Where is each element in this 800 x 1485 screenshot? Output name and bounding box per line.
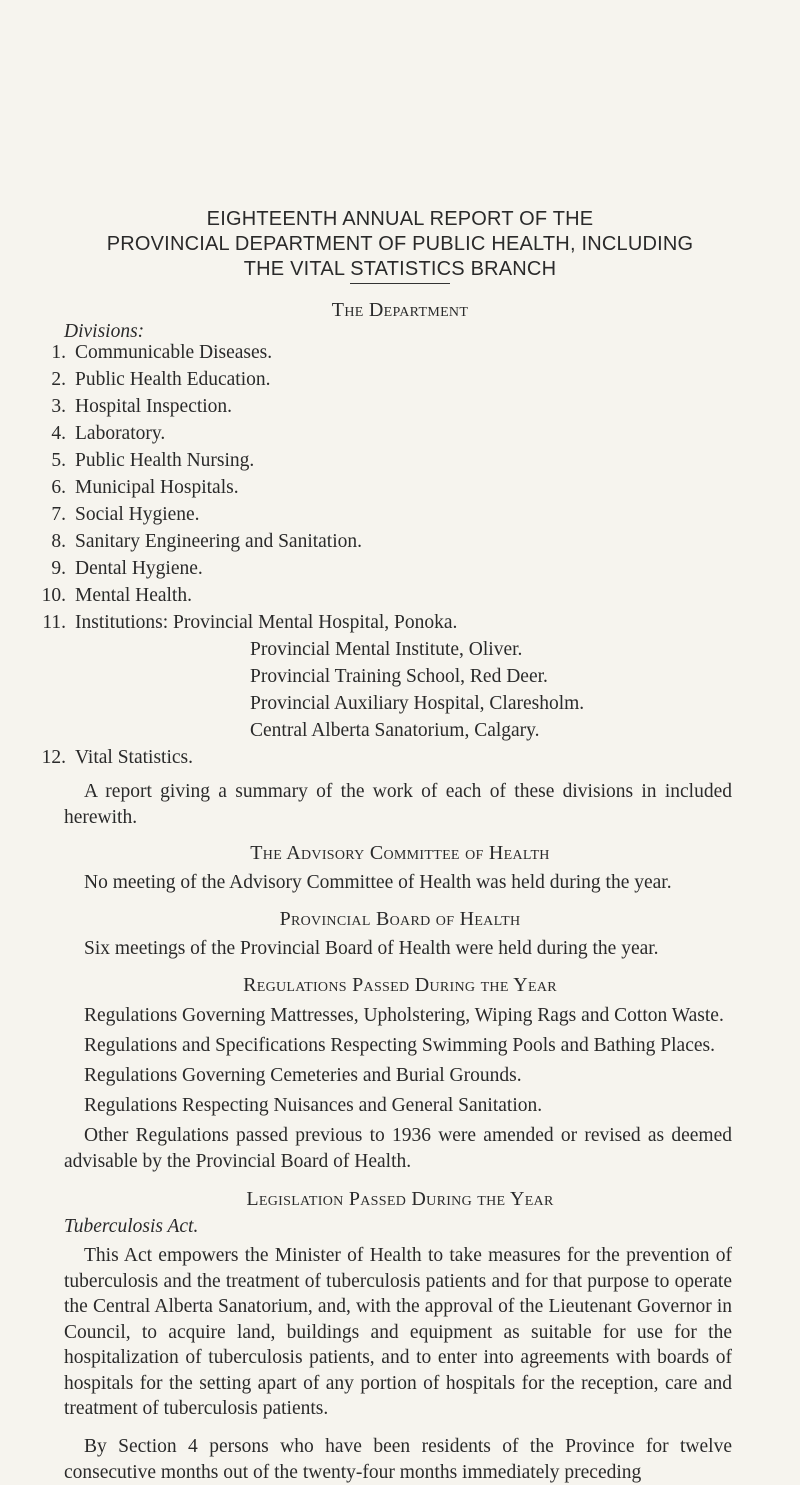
department-heading: The Department (331, 299, 469, 321)
item-number: 4. (51, 423, 66, 444)
institution-item (0, 664, 800, 691)
board-heading: Provincial Board of Health (279, 908, 521, 930)
report-title-line-1: EIGHTEENTH ANNUAL REPORT OF THE (206, 208, 594, 230)
list-item (0, 367, 800, 394)
regulation-paragraph: Regulations Governing Cemeteries and Burial Grounds. (84, 1065, 522, 1086)
list-item (0, 556, 800, 583)
advisory-paragraph: No meeting of the Advisory Committee of Health was held during the year. (84, 872, 672, 893)
report-title (0, 207, 800, 282)
institution-text: Provincial Auxiliary Hospital, Claresholm. (250, 693, 585, 714)
list-item (0, 340, 800, 367)
item-number: 10. (41, 585, 66, 606)
item-number: 5. (51, 450, 66, 471)
item-number: 9. (51, 558, 66, 579)
legislation-heading: Legislation Passed During the Year (246, 1188, 554, 1210)
item-text: Public Health Education. (75, 369, 271, 390)
item-number: 11. (42, 612, 66, 633)
item-text: Institutions: Provincial Mental Hospital, Ponoka. (75, 612, 458, 633)
act-label: Tuberculosis Act. (64, 1216, 199, 1237)
item-text: Mental Health. (75, 585, 192, 606)
list-item (0, 610, 800, 637)
list-item (0, 394, 800, 421)
regulations-heading: Regulations Passed During the Year (243, 974, 557, 996)
institution-text: Central Alberta Sanatorium, Calgary. (250, 720, 540, 741)
institution-item (0, 691, 800, 718)
item-number: 2. (51, 369, 66, 390)
divisions-label: Divisions: (64, 321, 145, 342)
item-text: Communicable Diseases. (75, 342, 273, 363)
item-text: Vital Statistics. (75, 747, 193, 768)
item-number: 1. (51, 342, 66, 363)
legislation-paragraph: This Act empowers the Minister of Health to take measures for the prevention of tuberculosis and the treatment of tuberculosis patients and for that purpose to operate the Central Alberta Sanatorium, and, with the approval of the Lieutenant Governor in Council, to acquire land, buildings and equipment as suitable for use for the hospitalization of tuberculosis patients, and to enter into agreements with boards of hospitals for the setting apart of any portion of hospitals for the reception, care and treatment of tuberculosis patients. (64, 1245, 732, 1419)
summary-paragraph: A report giving a summary of the work of each of these divisions in included herewith. (64, 781, 732, 828)
advisory-heading: The Advisory Committee of Health (250, 842, 550, 864)
list-item (0, 745, 800, 772)
item-text: Laboratory. (75, 423, 166, 444)
report-title-line-3: THE VITAL STATISTICS BRANCH (243, 258, 557, 280)
regulation-paragraph: Other Regulations passed previous to 1936 were amended or revised as deemed advisable by the Provincial Board of Health. (64, 1125, 732, 1172)
regulation-paragraph: Regulations and Specifications Respecting Swimming Pools and Bathing Places. (84, 1035, 715, 1056)
item-text: Hospital Inspection. (75, 396, 233, 417)
title-divider (350, 283, 450, 284)
item-text: Sanitary Engineering and Sanitation. (75, 531, 363, 552)
divisions-list (0, 340, 800, 772)
list-item (0, 475, 800, 502)
item-number: 3. (51, 396, 66, 417)
list-item (0, 421, 800, 448)
item-number: 7. (51, 504, 66, 525)
list-item (0, 529, 800, 556)
list-item (0, 502, 800, 529)
board-paragraph: Six meetings of the Provincial Board of Health were held during the year. (84, 938, 659, 959)
item-number: 12. (41, 747, 66, 768)
institution-item (0, 718, 800, 745)
institution-text: Provincial Mental Institute, Oliver. (250, 639, 523, 660)
regulation-paragraph: Regulations Respecting Nuisances and General Sanitation. (84, 1095, 543, 1116)
regulation-paragraph: Regulations Governing Mattresses, Upholstering, Wiping Rags and Cotton Waste. (84, 1005, 724, 1026)
item-text: Social Hygiene. (75, 504, 200, 525)
report-title-line-2: PROVINCIAL DEPARTMENT OF PUBLIC HEALTH, INCLUDING (106, 233, 694, 255)
item-number: 8. (51, 531, 66, 552)
item-text: Public Health Nursing. (75, 450, 255, 471)
item-number: 6. (51, 477, 66, 498)
list-item (0, 583, 800, 610)
institution-item (0, 637, 800, 664)
list-item (0, 448, 800, 475)
item-text: Municipal Hospitals. (75, 477, 239, 498)
item-text: Dental Hygiene. (75, 558, 203, 579)
institution-text: Provincial Training School, Red Deer. (250, 666, 548, 687)
legislation-paragraph-continued: By Section 4 persons who have been residents of the Province for twelve consecutive months out of the twenty-four months immediately preceding (64, 1436, 732, 1483)
